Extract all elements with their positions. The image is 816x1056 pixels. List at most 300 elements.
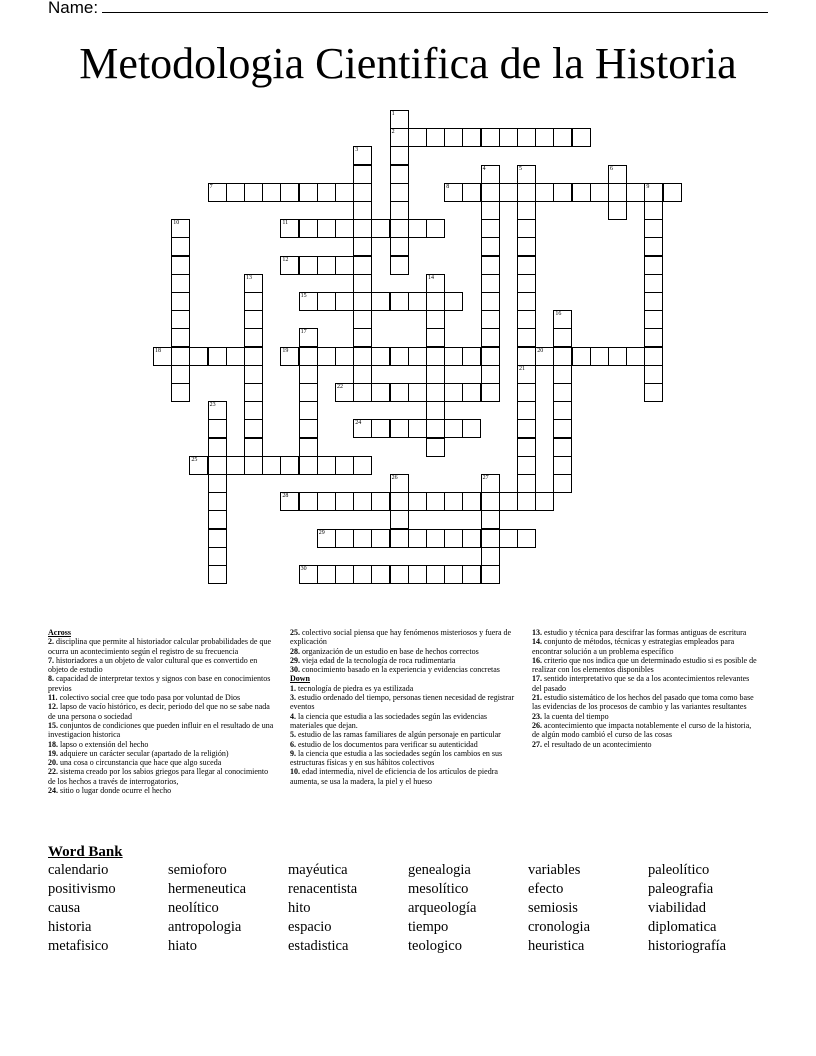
crossword-cell[interactable] (481, 365, 500, 384)
crossword-cell[interactable] (553, 419, 572, 438)
crossword-cell[interactable] (462, 347, 481, 366)
crossword-cell[interactable] (481, 310, 500, 329)
crossword-cell[interactable] (390, 128, 409, 147)
crossword-cell[interactable] (208, 529, 227, 548)
crossword-cell[interactable] (244, 292, 263, 311)
crossword-cell[interactable] (572, 183, 591, 202)
across-clue (48, 786, 276, 795)
crossword-cell[interactable] (353, 256, 372, 275)
crossword-cell[interactable] (317, 292, 336, 311)
clue-number: 1. (290, 683, 296, 693)
crossword-cell[interactable] (408, 529, 427, 548)
crossword-cell[interactable] (608, 165, 627, 184)
crossword-cell[interactable] (353, 365, 372, 384)
cell-number: 26 (391, 475, 398, 481)
cell-number: 21 (519, 365, 525, 372)
crossword-cell[interactable] (644, 328, 663, 347)
crossword-cell[interactable] (517, 529, 536, 548)
crossword-cell[interactable] (353, 237, 372, 256)
clue-number: 25. (290, 628, 300, 637)
crossword-cell[interactable] (517, 237, 536, 256)
crossword-cell[interactable] (208, 401, 227, 420)
crossword-cell[interactable] (517, 365, 536, 384)
crossword-cell[interactable] (208, 438, 227, 457)
crossword-cell[interactable] (553, 128, 572, 147)
crossword-cell[interactable] (390, 347, 409, 366)
crossword-cell[interactable] (353, 328, 372, 347)
crossword-cell[interactable] (371, 565, 390, 584)
crossword-cell[interactable] (189, 347, 208, 366)
crossword-cell[interactable] (262, 183, 281, 202)
crossword-cell[interactable] (171, 292, 190, 311)
crossword-cell[interactable] (408, 128, 427, 147)
crossword-cell[interactable] (444, 383, 463, 402)
crossword-cell[interactable] (517, 401, 536, 420)
crossword-cell[interactable] (517, 328, 536, 347)
crossword-cell[interactable] (426, 347, 445, 366)
crossword-cell[interactable] (608, 347, 627, 366)
crossword-cell[interactable] (462, 383, 481, 402)
crossword-cell[interactable] (244, 310, 263, 329)
word-bank-item: causa (48, 900, 81, 916)
crossword-cell[interactable] (353, 219, 372, 238)
word-bank-item: renacentista (288, 881, 358, 897)
crossword-cell[interactable] (171, 383, 190, 402)
crossword-cell[interactable] (408, 219, 427, 238)
crossword-cell[interactable] (353, 165, 372, 184)
crossword-cell[interactable] (317, 565, 336, 584)
across-clue (48, 758, 276, 767)
crossword-cell[interactable] (299, 383, 318, 402)
crossword-cell[interactable] (517, 256, 536, 275)
crossword-cell[interactable] (517, 438, 536, 457)
word-bank-item: mesolítico (408, 881, 469, 897)
crossword-cell[interactable] (390, 492, 409, 511)
crossword-cell[interactable] (426, 328, 445, 347)
crossword-cell[interactable] (462, 565, 481, 584)
crossword-cell[interactable] (444, 128, 463, 147)
crossword-cell[interactable] (517, 456, 536, 475)
crossword-cell[interactable] (280, 256, 299, 275)
crossword-cell[interactable] (244, 365, 263, 384)
clue-number: 10. (290, 767, 300, 777)
crossword-cell[interactable] (208, 510, 227, 529)
crossword-cell[interactable] (390, 383, 409, 402)
crossword-cell[interactable] (426, 401, 445, 420)
crossword-cell[interactable] (553, 383, 572, 402)
crossword-cell[interactable] (499, 492, 518, 511)
crossword-cell[interactable] (171, 347, 190, 366)
crossword-cell[interactable] (280, 347, 299, 366)
crossword-cell[interactable] (408, 383, 427, 402)
word-bank-item: variables (528, 862, 581, 878)
crossword-cell[interactable] (280, 456, 299, 475)
crossword-cell[interactable] (444, 419, 463, 438)
crossword-cell[interactable] (408, 419, 427, 438)
crossword-cell[interactable] (299, 565, 318, 584)
crossword-cell[interactable] (244, 438, 263, 457)
crossword-cell[interactable] (226, 183, 245, 202)
clue-text: colectivo social piensa que hay fenómenos misteriosos y fuera de explicación (290, 628, 512, 647)
crossword-cell[interactable] (208, 547, 227, 566)
crossword-cell[interactable] (353, 292, 372, 311)
across-clue (48, 656, 276, 675)
crossword-cell[interactable] (353, 201, 372, 220)
crossword-cell[interactable] (317, 219, 336, 238)
cell-number: 13 (246, 274, 252, 281)
crossword-cell[interactable] (517, 474, 536, 493)
crossword-cell[interactable] (481, 201, 500, 220)
crossword-cell[interactable] (499, 128, 518, 147)
crossword-cell[interactable] (244, 401, 263, 420)
clue-text: estudio ordenado del tiempo, personas tienen necesidad de registrar eventos (290, 693, 515, 712)
crossword-cell[interactable] (626, 183, 645, 202)
crossword-cell[interactable] (426, 292, 445, 311)
crossword-cell[interactable] (644, 201, 663, 220)
clue-text: criterio que nos indica que un determinado estudio si es posible de realizar con los elementos disponibles (532, 655, 757, 675)
crossword-cell[interactable] (426, 438, 445, 457)
crossword-cell[interactable] (408, 565, 427, 584)
down-clue (290, 684, 518, 693)
crossword-cell[interactable] (408, 292, 427, 311)
crossword-cell[interactable] (517, 419, 536, 438)
crossword-cell[interactable] (208, 419, 227, 438)
clue-text: lapso de vacío histórico, es decir, periodo del que no se sabe nada de una persona o sociedad (48, 702, 270, 721)
crossword-cell[interactable] (426, 529, 445, 548)
crossword-cell[interactable] (426, 492, 445, 511)
word-bank-item: espacio (288, 919, 332, 935)
crossword-cell[interactable] (299, 183, 318, 202)
crossword-cell[interactable] (444, 529, 463, 548)
crossword-cell[interactable] (644, 383, 663, 402)
crossword-cell[interactable] (426, 565, 445, 584)
crossword-cell[interactable] (244, 456, 263, 475)
cell-number: 14 (428, 274, 434, 281)
crossword-cell[interactable] (335, 347, 354, 366)
crossword-cell[interactable] (553, 310, 572, 329)
cell-number: 24 (355, 420, 362, 427)
crossword-cell[interactable] (481, 347, 500, 366)
crossword-cell[interactable] (317, 183, 336, 202)
crossword-cell[interactable] (208, 347, 227, 366)
crossword-cell[interactable] (371, 419, 390, 438)
crossword-cell[interactable] (335, 219, 354, 238)
crossword-cell[interactable] (572, 347, 591, 366)
crossword-cell[interactable] (481, 383, 500, 402)
clue-text: sentido interpretativo que se da a los acontecimientos relevantes del pasado (532, 674, 750, 693)
crossword-cell[interactable] (171, 256, 190, 275)
clues-col-2 (290, 628, 518, 786)
crossword-cell[interactable] (244, 183, 263, 202)
crossword-cell[interactable] (208, 183, 227, 202)
crossword-cell[interactable] (553, 401, 572, 420)
crossword-cell[interactable] (171, 219, 190, 238)
crossword-cell[interactable] (171, 237, 190, 256)
crossword-cell[interactable] (299, 219, 318, 238)
clue-number: 20. (48, 758, 58, 768)
clue-text: colectivo social cree que todo pasa por voluntad de Dios (57, 693, 241, 703)
crossword-cell[interactable] (371, 383, 390, 402)
clue-number: 9. (290, 748, 296, 758)
crossword-cell[interactable] (390, 110, 409, 129)
crossword-cell[interactable] (335, 292, 354, 311)
crossword-cell[interactable] (644, 347, 663, 366)
crossword-cell[interactable] (608, 183, 627, 202)
crossword-cell[interactable] (226, 347, 245, 366)
crossword-cell[interactable] (535, 183, 554, 202)
clue-text: historiadores a un objeto de valor cultural que es convertido en objeto de estudio (48, 655, 258, 675)
cell-number: 27 (482, 475, 489, 481)
crossword-cell[interactable] (444, 292, 463, 311)
crossword-cell[interactable] (481, 165, 500, 184)
crossword-cell[interactable] (462, 492, 481, 511)
crossword-cell[interactable] (371, 529, 390, 548)
crossword-cell[interactable] (390, 201, 409, 220)
crossword-cell[interactable] (371, 492, 390, 511)
crossword-cell[interactable] (644, 274, 663, 293)
clue-number: 26. (532, 720, 542, 730)
crossword-cell[interactable] (517, 165, 536, 184)
crossword-cell[interactable] (517, 274, 536, 293)
crossword-cell[interactable] (553, 474, 572, 493)
crossword-cell[interactable] (517, 219, 536, 238)
across-clue (48, 674, 276, 693)
cell-number: 4 (482, 165, 486, 172)
crossword-cell[interactable] (299, 328, 318, 347)
crossword-cell[interactable] (444, 565, 463, 584)
crossword-cell[interactable] (390, 183, 409, 202)
crossword-cell[interactable] (481, 492, 500, 511)
crossword-cell[interactable] (644, 310, 663, 329)
crossword-cell[interactable] (481, 565, 500, 584)
clue-text: tecnología de piedra es ya estilizada (296, 683, 414, 693)
crossword-cell[interactable] (335, 492, 354, 511)
crossword-cell[interactable] (517, 183, 536, 202)
crossword-cell[interactable] (353, 383, 372, 402)
crossword-cell[interactable] (353, 183, 372, 202)
crossword-cell[interactable] (481, 274, 500, 293)
crossword-cell[interactable] (535, 492, 554, 511)
crossword-cell[interactable] (353, 529, 372, 548)
clue-number: 22. (48, 767, 58, 777)
crossword-cell[interactable] (280, 183, 299, 202)
crossword-cell[interactable] (535, 347, 554, 366)
crossword-cell[interactable] (663, 183, 682, 202)
crossword-cell[interactable] (481, 128, 500, 147)
crossword-cell[interactable] (353, 492, 372, 511)
crossword-cell[interactable] (353, 146, 372, 165)
word-bank-item: heuristica (528, 938, 585, 954)
across-clue (290, 656, 518, 665)
crossword-cell[interactable] (481, 237, 500, 256)
crossword-cell[interactable] (499, 183, 518, 202)
crossword-cell[interactable] (444, 492, 463, 511)
crossword-cell[interactable] (353, 419, 372, 438)
crossword-cell[interactable] (371, 292, 390, 311)
crossword-cell[interactable] (517, 347, 536, 366)
crossword-cell[interactable] (590, 183, 609, 202)
crossword-cell[interactable] (299, 365, 318, 384)
crossword-cell[interactable] (244, 383, 263, 402)
crossword-cell[interactable] (317, 347, 336, 366)
clue-text: estudio de las ramas familiares de algún personaje en particular (296, 730, 501, 740)
crossword-cell[interactable] (390, 219, 409, 238)
crossword-cell[interactable] (462, 529, 481, 548)
crossword-cell[interactable] (462, 128, 481, 147)
crossword-cell[interactable] (481, 510, 500, 529)
clue-number: 4. (290, 711, 296, 721)
cell-number: 22 (337, 384, 343, 390)
crossword-cell[interactable] (353, 456, 372, 475)
crossword-cell[interactable] (535, 128, 554, 147)
crossword-cell[interactable] (353, 310, 372, 329)
crossword-cell[interactable] (644, 365, 663, 384)
crossword-cell[interactable] (171, 328, 190, 347)
word-bank-item: historiografía (648, 938, 727, 954)
crossword-cell[interactable] (481, 219, 500, 238)
crossword-cell[interactable] (481, 183, 500, 202)
crossword-cell[interactable] (171, 310, 190, 329)
crossword-cell[interactable] (499, 529, 518, 548)
crossword-cell[interactable] (553, 365, 572, 384)
crossword-cell[interactable] (299, 492, 318, 511)
crossword-cell[interactable] (208, 492, 227, 511)
crossword-cell[interactable] (426, 128, 445, 147)
crossword-cell[interactable] (208, 474, 227, 493)
crossword-cell[interactable] (171, 365, 190, 384)
crossword-cell[interactable] (426, 274, 445, 293)
crossword-cell[interactable] (171, 274, 190, 293)
crossword-cell[interactable] (517, 383, 536, 402)
across-clue (48, 693, 276, 702)
crossword-cell[interactable] (299, 256, 318, 275)
crossword-cell[interactable] (280, 219, 299, 238)
crossword-cell[interactable] (408, 347, 427, 366)
crossword-cell[interactable] (517, 128, 536, 147)
crossword-cell[interactable] (317, 456, 336, 475)
crossword-cell[interactable] (481, 328, 500, 347)
crossword-cell[interactable] (553, 328, 572, 347)
crossword-cell[interactable] (244, 419, 263, 438)
crossword-cell[interactable] (408, 492, 427, 511)
crossword-cell[interactable] (553, 183, 572, 202)
crossword-cell[interactable] (335, 565, 354, 584)
crossword-cell[interactable] (426, 310, 445, 329)
crossword-cell[interactable] (189, 456, 208, 475)
crossword-cell[interactable] (390, 165, 409, 184)
crossword-cell[interactable] (153, 347, 172, 366)
crossword-cell[interactable] (644, 256, 663, 275)
crossword-cell[interactable] (335, 456, 354, 475)
crossword-cell[interactable] (299, 292, 318, 311)
crossword-cell[interactable] (426, 419, 445, 438)
across-clue (290, 628, 518, 647)
clue-text: estudio de los documentos para verificar su autenticidad (296, 739, 478, 749)
crossword-cell[interactable] (572, 128, 591, 147)
crossword-cell[interactable] (553, 456, 572, 475)
crossword-cell[interactable] (644, 292, 663, 311)
crossword-cell[interactable] (353, 274, 372, 293)
crossword-cell[interactable] (208, 456, 227, 475)
crossword-cell[interactable] (517, 201, 536, 220)
crossword-cell[interactable] (426, 219, 445, 238)
crossword-cell[interactable] (390, 237, 409, 256)
crossword-cell[interactable] (444, 347, 463, 366)
crossword-cell[interactable] (317, 256, 336, 275)
crossword-cell[interactable] (244, 274, 263, 293)
crossword-cell[interactable] (280, 492, 299, 511)
crossword-cell[interactable] (317, 529, 336, 548)
crossword-cell[interactable] (444, 183, 463, 202)
crossword-cell[interactable] (426, 365, 445, 384)
crossword-cell[interactable] (226, 456, 245, 475)
clue-number: 24. (48, 786, 58, 796)
crossword-cell[interactable] (299, 419, 318, 438)
crossword-cell[interactable] (481, 547, 500, 566)
crossword-cell[interactable] (462, 419, 481, 438)
crossword-cell[interactable] (299, 401, 318, 420)
crossword-cell[interactable] (390, 419, 409, 438)
crossword-cell[interactable] (353, 565, 372, 584)
crossword-cell[interactable] (608, 201, 627, 220)
crossword-cell[interactable] (390, 292, 409, 311)
crossword-cell[interactable] (517, 310, 536, 329)
crossword-cell[interactable] (335, 529, 354, 548)
crossword-cell[interactable] (371, 347, 390, 366)
crossword-cell[interactable] (335, 256, 354, 275)
word-bank-item: cronologia (528, 919, 591, 935)
crossword-cell[interactable] (335, 383, 354, 402)
crossword-cell[interactable] (262, 456, 281, 475)
crossword-cell[interactable] (299, 438, 318, 457)
crossword-cell[interactable] (244, 347, 263, 366)
crossword-cell[interactable] (371, 219, 390, 238)
crossword-cell[interactable] (390, 510, 409, 529)
crossword-cell[interactable] (335, 183, 354, 202)
crossword-cell[interactable] (390, 146, 409, 165)
crossword-cell[interactable] (644, 219, 663, 238)
crossword-cell[interactable] (481, 474, 500, 493)
crossword-cell[interactable] (481, 529, 500, 548)
crossword-cell[interactable] (208, 565, 227, 584)
crossword-cell[interactable] (553, 347, 572, 366)
word-bank-item: hiato (168, 938, 197, 954)
crossword-cell[interactable] (390, 529, 409, 548)
crossword-cell[interactable] (299, 347, 318, 366)
crossword-cell[interactable] (299, 456, 318, 475)
crossword-cell[interactable] (390, 474, 409, 493)
crossword-cell[interactable] (244, 328, 263, 347)
crossword-cell[interactable] (644, 183, 663, 202)
crossword-cell[interactable] (462, 183, 481, 202)
word-bank-item: positivismo (48, 881, 116, 897)
crossword-cell[interactable] (517, 492, 536, 511)
crossword-cell[interactable] (390, 256, 409, 275)
crossword-cell[interactable] (644, 237, 663, 256)
down-clue (532, 656, 760, 675)
crossword-cell[interactable] (390, 565, 409, 584)
crossword-cell[interactable] (590, 347, 609, 366)
crossword-cell[interactable] (626, 347, 645, 366)
crossword-cell[interactable] (481, 256, 500, 275)
crossword-cell[interactable] (317, 492, 336, 511)
clue-number: 5. (290, 730, 296, 740)
crossword-cell[interactable] (553, 438, 572, 457)
crossword-cell[interactable] (426, 383, 445, 402)
crossword-cell[interactable] (481, 292, 500, 311)
crossword-cell[interactable] (517, 292, 536, 311)
crossword-cell[interactable] (353, 347, 372, 366)
